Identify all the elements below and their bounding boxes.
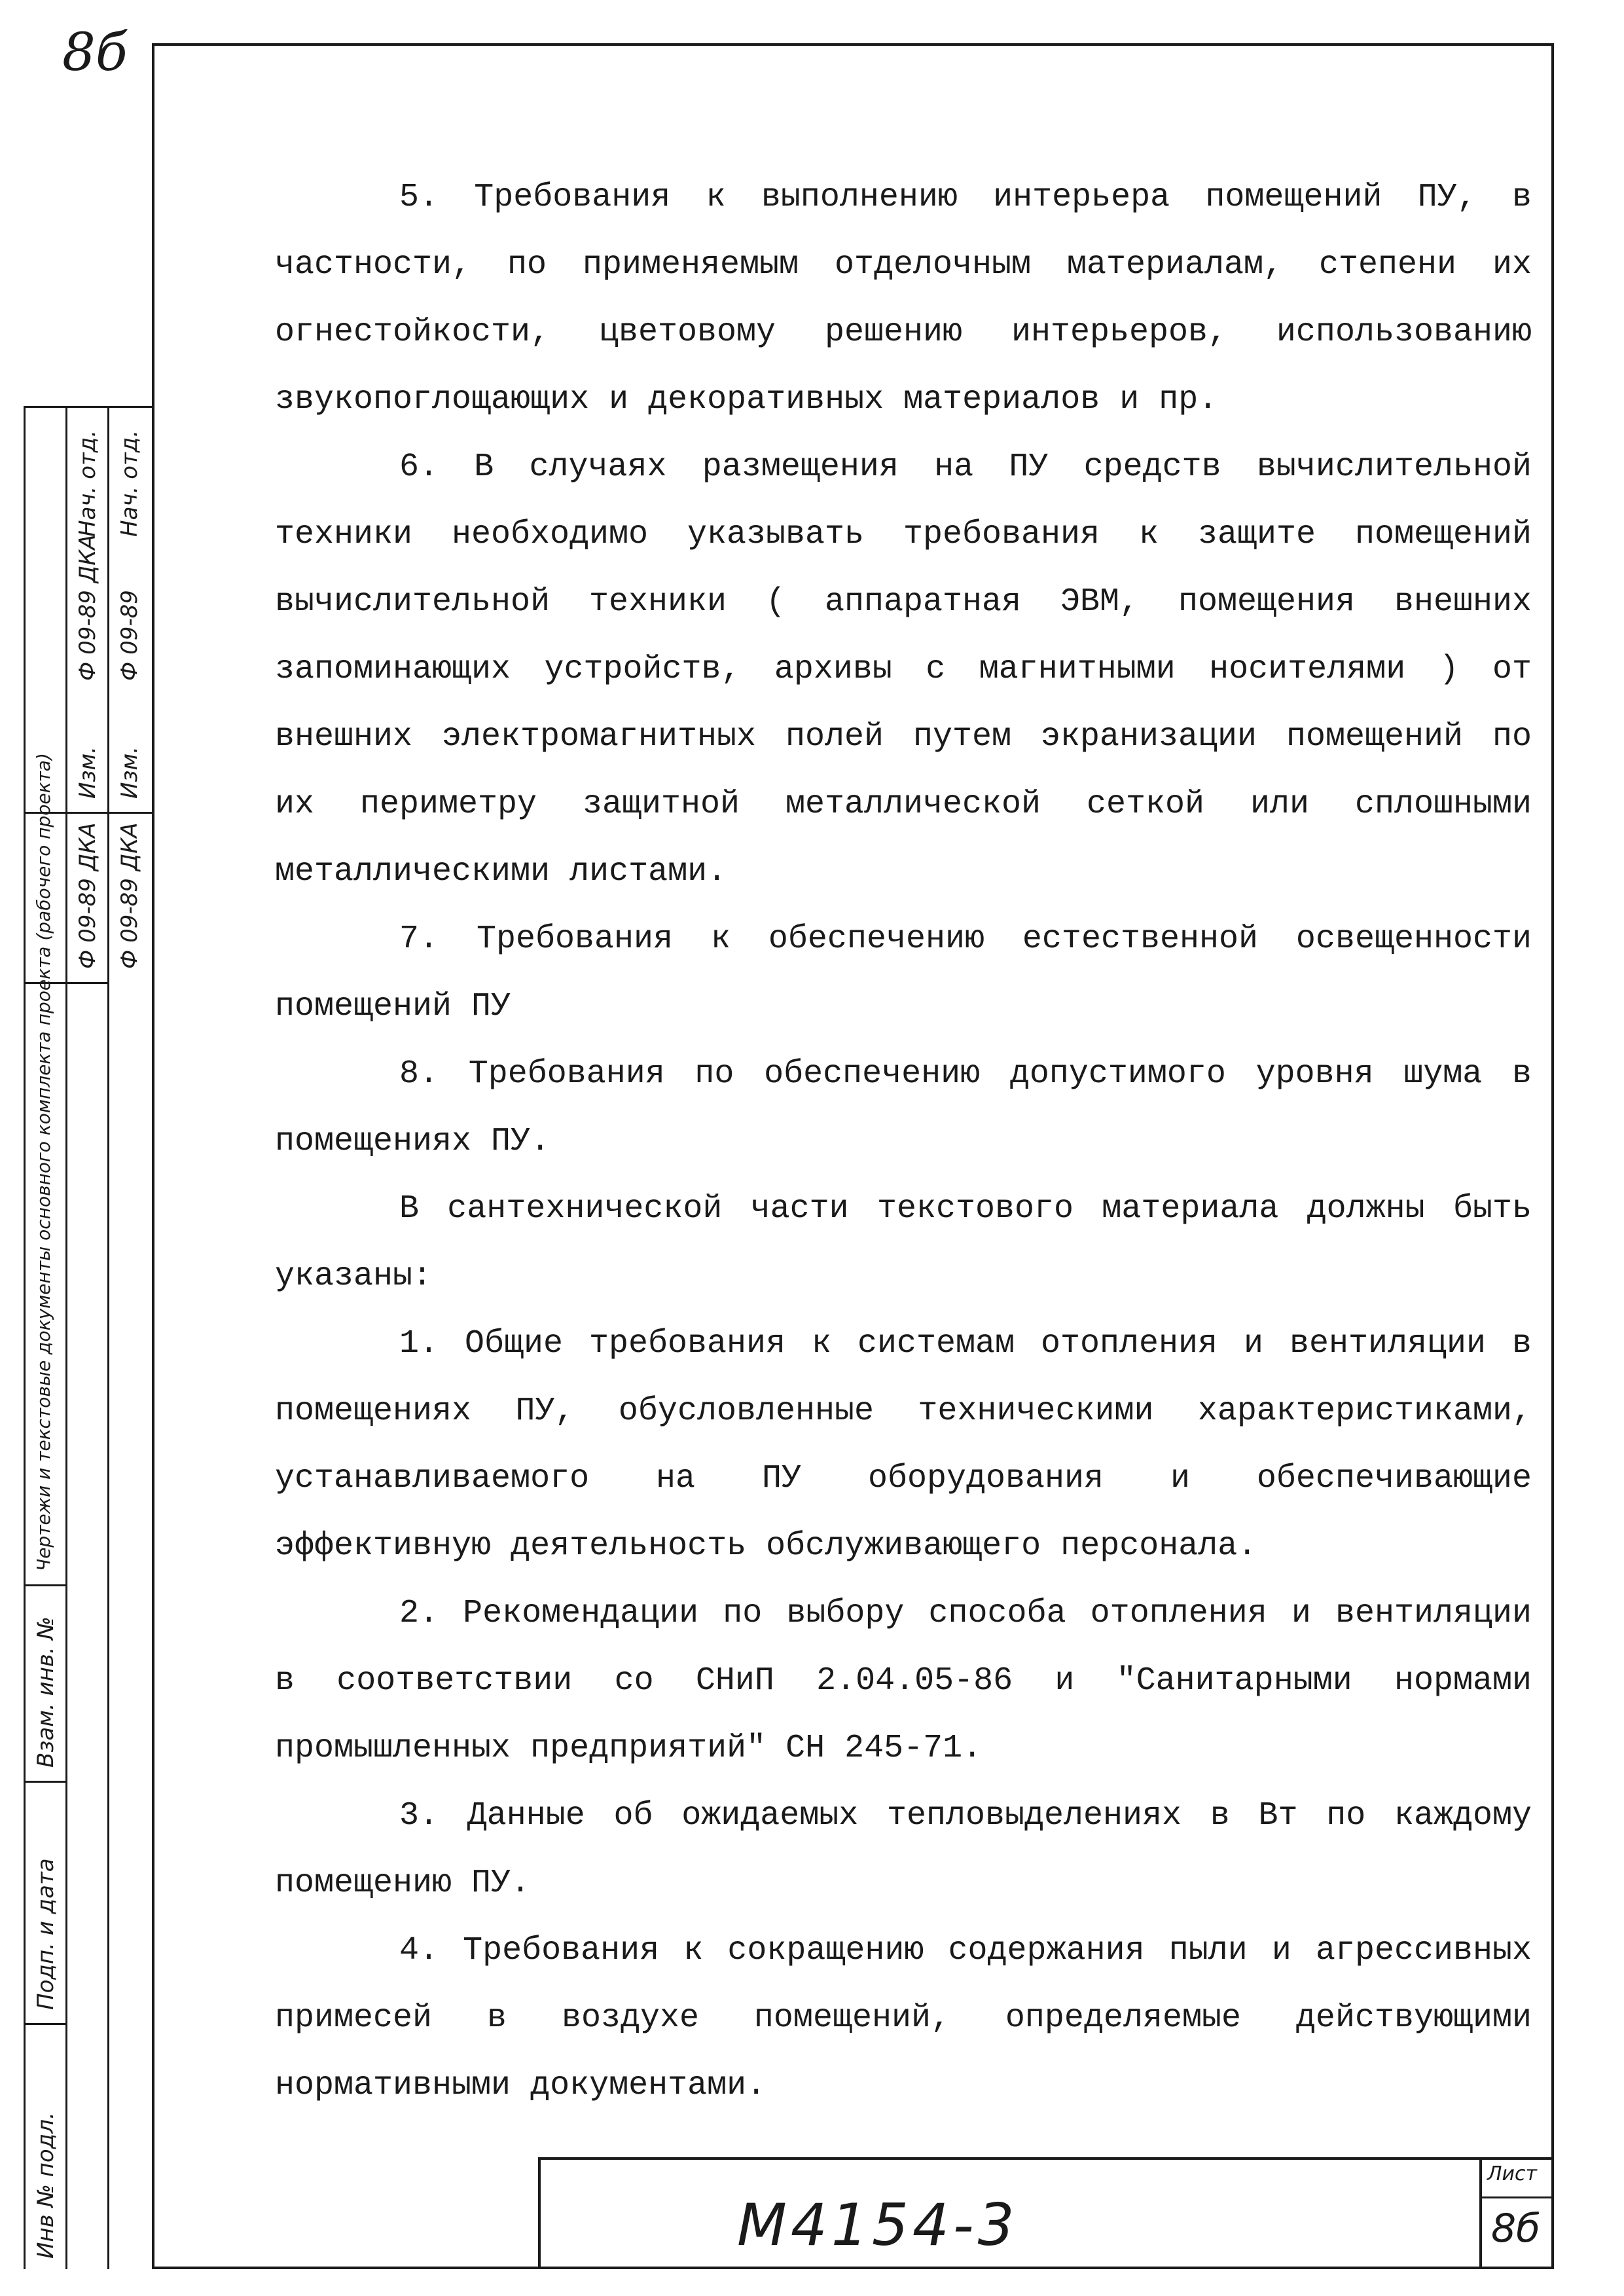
stamp-col3-code-a: Ф 09-89 ДКА	[117, 822, 143, 969]
stamp-col2-code-a: Ф 09-89 ДКА	[75, 822, 101, 969]
title-block	[538, 2157, 1554, 2269]
stamp-signature-date: Подп. и дата	[33, 1858, 59, 2010]
sheet-divider	[1482, 2196, 1554, 2198]
stamp-col3-head: Нач. отд.	[117, 429, 143, 537]
page-number: 8б	[62, 22, 128, 82]
side-stamp	[24, 406, 152, 2269]
paragraph-noise: 8. Требования по обеспечению допустимого уровня шума в помещениях ПУ.	[275, 1055, 1532, 1160]
stamp-col2-change: Изм.	[75, 746, 101, 799]
paragraph-dust: 4. Требования к сокращению содержания пыли и агрессивных примесей в воздухе помещений, определяемые действующими нормативными документами.	[275, 1932, 1532, 2104]
paragraph-recommendations: 2. Рекомендации по выбору способа отопления и вентиляции в соответствии со СНиП 2.04.05-86 и "Санитарными нормами промышленных предприятий" СН 245-71.	[275, 1595, 1532, 1767]
stamp-drawings-note: Чертежи и текстовые документы основного комплекта проекта (рабочего проекта)	[33, 753, 54, 1571]
paragraph-lighting: 7. Требования к обеспечению естественной освещенности помещений ПУ	[275, 920, 1532, 1025]
document-body	[275, 164, 1532, 2119]
stamp-col2-code-b: Ф 09-89 ДКА	[75, 534, 101, 681]
stamp-replacement-inv: Взам. инв. №	[33, 1616, 59, 1768]
stamp-col3-code-b: Ф 09-89	[117, 590, 143, 681]
stamp-col2-head: Нач. отд.	[75, 429, 101, 537]
paragraph-heat-release: 3. Данные об ожидаемых тепловыделениях в Вт по каждому помещению ПУ.	[275, 1797, 1532, 1902]
stamp-col3-change: Изм.	[117, 746, 143, 799]
sheet-label: Лист	[1487, 2162, 1538, 2185]
paragraph-heating: 1. Общие требования к системам отопления и вентиляции в помещениях ПУ, обусловленные техническими характеристиками, устанавливаемого на ПУ оборудования и обеспечивающие эффективную деятельность обслуживающего персонала.	[275, 1325, 1532, 1565]
paragraph-interior: 5. Требования к выполнению интерьера помещений ПУ, в частности, по применяемым отделочным материалам, степени их огнестойкости, цветовому решению интерьеров, использованию звукопоглощающих и декоративных материалов и пр.	[275, 179, 1532, 418]
sheet-number: 8б	[1491, 2206, 1541, 2251]
paragraph-sanitary-intro: В сантехнической части текстового материала должны быть указаны:	[275, 1190, 1532, 1295]
stamp-inv-number: Инв № подл.	[33, 2112, 59, 2259]
paragraph-computing: 6. В случаях размещения на ПУ средств вычислительной техники необходимо указывать требования к защите помещений вычислительной техники ( аппаратная ЭВМ, помещения внешних запоминающих устройств, архивы с магнитными носителями ) от внешних электромагнитных полей путем экранизации помещений по их периметру защитной металлической сеткой или сплошными металлическими листами.	[275, 448, 1532, 890]
sheet-box	[1479, 2160, 1554, 2269]
document-code: М4154-3	[737, 2191, 1019, 2259]
